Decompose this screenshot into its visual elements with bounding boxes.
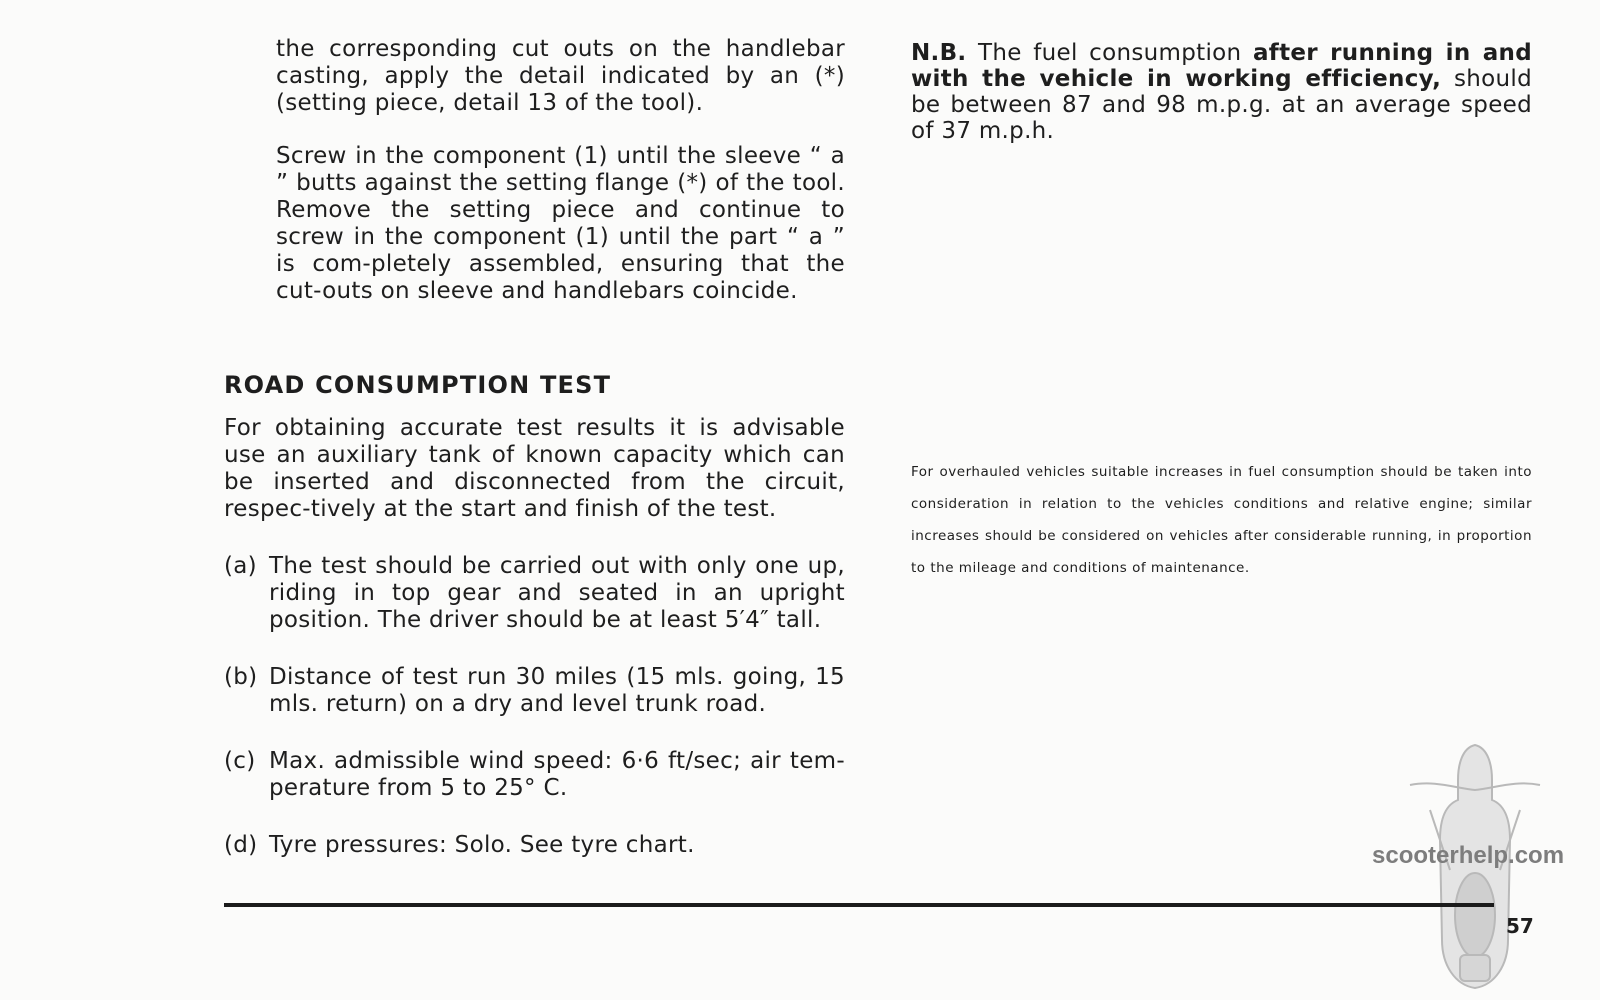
list-item-text: Max. admissible wind speed: 6·6 ft/sec; air tem-perature from 5 to 25° C. — [269, 748, 845, 801]
nb-text-start: The fuel consumption — [978, 40, 1242, 66]
page-number: 57 — [1506, 914, 1534, 938]
list-item-tag: (b) — [224, 664, 258, 690]
left-column — [224, 36, 845, 859]
nb-paragraph — [911, 40, 1532, 144]
list-item-tag: (a) — [224, 553, 257, 579]
list-item-text: Tyre pressures: Solo. See tyre chart. — [269, 832, 695, 858]
watermark-text: scooterhelp.com — [1372, 842, 1565, 869]
list-item-text: Distance of test run 30 miles (15 mls. going, 15 mls. return) on a dry and level trunk road. — [269, 664, 845, 717]
nb-bold-text: after running in and with the vehicle in working efficiency, — [911, 40, 1532, 92]
nb-text-end: should be between 87 and 98 m.p.g. at an average speed of 37 m.p.h. — [911, 66, 1532, 144]
paragraph-setting-piece: the corresponding cut outs on the handlebar casting, apply the detail indicated by an (*) (setting piece, detail 13 of the tool). — [276, 36, 845, 116]
list-item — [224, 832, 845, 859]
instructions-block — [276, 36, 845, 305]
overhaul-note: For overhauled vehicles suitable increases in fuel consumption should be taken into consideration in relation to the vehicles conditions and relative engine; similar increases should be considered on vehicles after considerable running, in proportion to the mileage and conditions of maintenance. — [911, 464, 1532, 576]
list-item-tag: (c) — [224, 748, 256, 774]
list-item — [224, 553, 845, 634]
nb-label: N.B. — [911, 40, 967, 66]
list-item — [224, 664, 845, 718]
list-item-tag: (d) — [224, 832, 258, 858]
section-heading: ROAD CONSUMPTION TEST — [224, 371, 612, 399]
list-item — [224, 748, 845, 802]
list-item-text: The test should be carried out with only one up, riding in top gear and seated in an upright position. The driver should be at least 5′4″ tall. — [269, 553, 845, 633]
footer-rule — [224, 903, 1494, 907]
right-column — [911, 40, 1532, 144]
paragraph-screw-component: Screw in the component (1) until the sleeve “ a ” butts against the setting flange (*) of the tool. Remove the setting piece and continue to screw in the component (1) until the part “ a ” is com-pletely assembled, ensuring that the cut-outs on sleeve and handlebars coincide. — [276, 143, 845, 304]
paragraph-intro: For obtaining accurate test results it is advisable use an auxiliary tank of known capacity which can be inserted and disconnected from the circuit, respec-tively at the start and finish of the test. — [224, 415, 845, 522]
